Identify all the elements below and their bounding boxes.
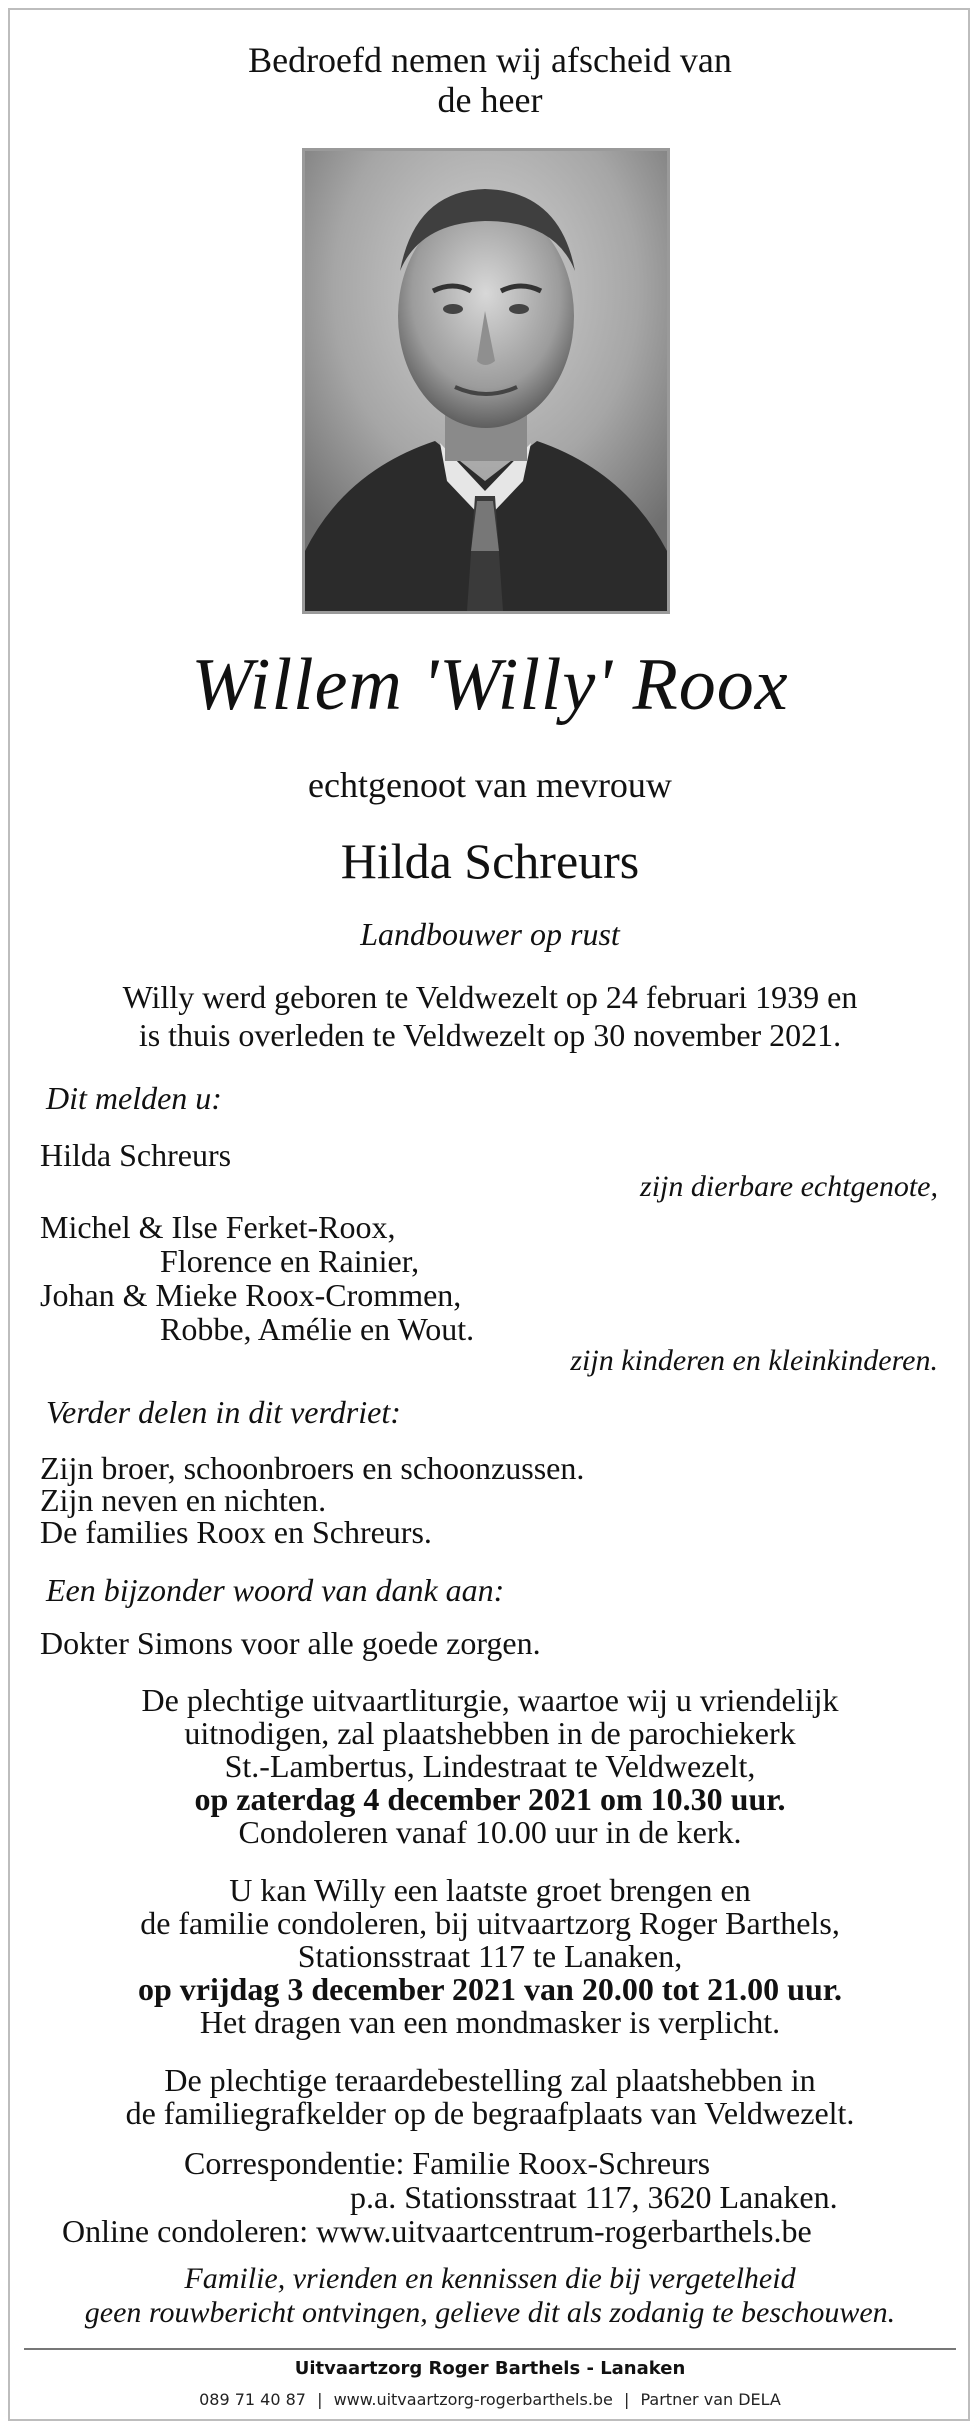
viewing-line-3: Stationsstraat 117 te Lanaken, [297,1938,683,1974]
footer-divider [24,2348,956,2350]
announce-children-role: zijn kinderen en kleinkinderen. [570,1344,938,1377]
burial-line-2: de familiegrafkelder op de begraafplaats van Veldwezelt. [125,2095,855,2131]
funeral-line-2: uitnodigen, zal plaatshebben in de parochiekerk [184,1715,796,1751]
announce-child-2: Florence en Rainier, [160,1243,420,1279]
correspondence-line-3: Online condoleren: www.uitvaartcentrum-rogerbarthels.be [62,2213,812,2249]
thanks-heading: Een bijzonder woord van dank aan: [46,1572,505,1608]
announce-child-4: Robbe, Amélie en Wout. [160,1311,475,1347]
grief-line-2: Zijn neven en nichten. [40,1482,327,1518]
funeral-line-5: Condoleren vanaf 10.00 uur in de kerk. [238,1814,742,1850]
funeral-line-3: St.-Lambertus, Lindestraat te Veldwezelt, [224,1748,756,1784]
spouse-intro: echtgenoot van mevrouw [308,765,672,805]
correspondence-line-2: p.a. Stationsstraat 117, 3620 Lanaken. [350,2179,838,2215]
grief-heading: Verder delen in dit verdriet: [46,1394,401,1430]
announce-spouse: Hilda Schreurs [40,1137,232,1173]
viewing-line-1: U kan Willy een laatste groet brengen en [229,1872,751,1908]
footer-contact: 089 71 40 87 | www.uitvaartzorg-rogerbarthels.be | Partner van DELA [199,2390,781,2409]
grief-line-1: Zijn broer, schoonbroers en schoonzussen. [40,1450,585,1486]
viewing-line-2: de familie condoleren, bij uitvaartzorg Roger Barthels, [140,1905,840,1941]
intro-line-1: Bedroefd nemen wij afscheid van [248,40,732,80]
footer-website: www.uitvaartzorg-rogerbarthels.be [333,2390,613,2409]
funeral-line-1: De plechtige uitvaartliturgie, waartoe wij u vriendelijk [141,1682,839,1718]
announce-child-3: Johan & Mieke Roox-Crommen, [40,1277,462,1313]
funeral-block [0,1684,980,1849]
grief-list [40,1452,584,1548]
intro-text [0,40,980,120]
born-line-2: is thuis overleden te Veldwezelt op 30 november 2021. [138,1017,842,1053]
viewing-block [0,1874,980,2039]
correspondence-line-1: Correspondentie: Familie Roox-Schreurs [184,2145,711,2181]
footer-phone: 089 71 40 87 [199,2390,306,2409]
thanks-text: Dokter Simons voor alle goede zorgen. [40,1625,541,1661]
spouse-name: Hilda Schreurs [340,833,640,889]
portrait-photo [302,148,670,614]
intro-line-2: de heer [437,80,543,120]
burial-line-1: De plechtige teraardebestelling zal plaatshebben in [164,2062,816,2098]
announce-heading: Dit melden u: [46,1080,222,1116]
announce-child-1: Michel & Ilse Ferket-Roox, [40,1209,396,1245]
burial-block [0,2064,980,2130]
portrait-illustration [305,151,667,611]
funeral-date: op zaterdag 4 december 2021 om 10.30 uur. [194,1781,786,1817]
note-block [0,2262,980,2330]
note-line-1: Familie, vrienden en kennissen die bij vergetelheid [184,2262,796,2295]
viewing-date: op vrijdag 3 december 2021 van 20.00 tot 21.00 uur. [138,1971,842,2007]
viewing-line-5: Het dragen van een mondmasker is verplicht. [199,2004,781,2040]
birth-death-text [0,978,980,1054]
footer-company: Uitvaartzorg Roger Barthels - Lanaken [294,2358,686,2379]
note-line-2: geen rouwbericht ontvingen, gelieve dit als zodanig te beschouwen. [84,2296,896,2329]
footer-partner: Partner van DELA [640,2390,781,2409]
born-line-1: Willy werd geboren te Veldwezelt op 24 februari 1939 en [122,979,858,1015]
profession: Landbouwer op rust [360,916,620,952]
announce-spouse-role: zijn dierbare echtgenote, [640,1170,938,1203]
grief-line-3: De families Roox en Schreurs. [40,1514,432,1550]
deceased-name: Willem 'Willy' Roox [191,644,789,726]
